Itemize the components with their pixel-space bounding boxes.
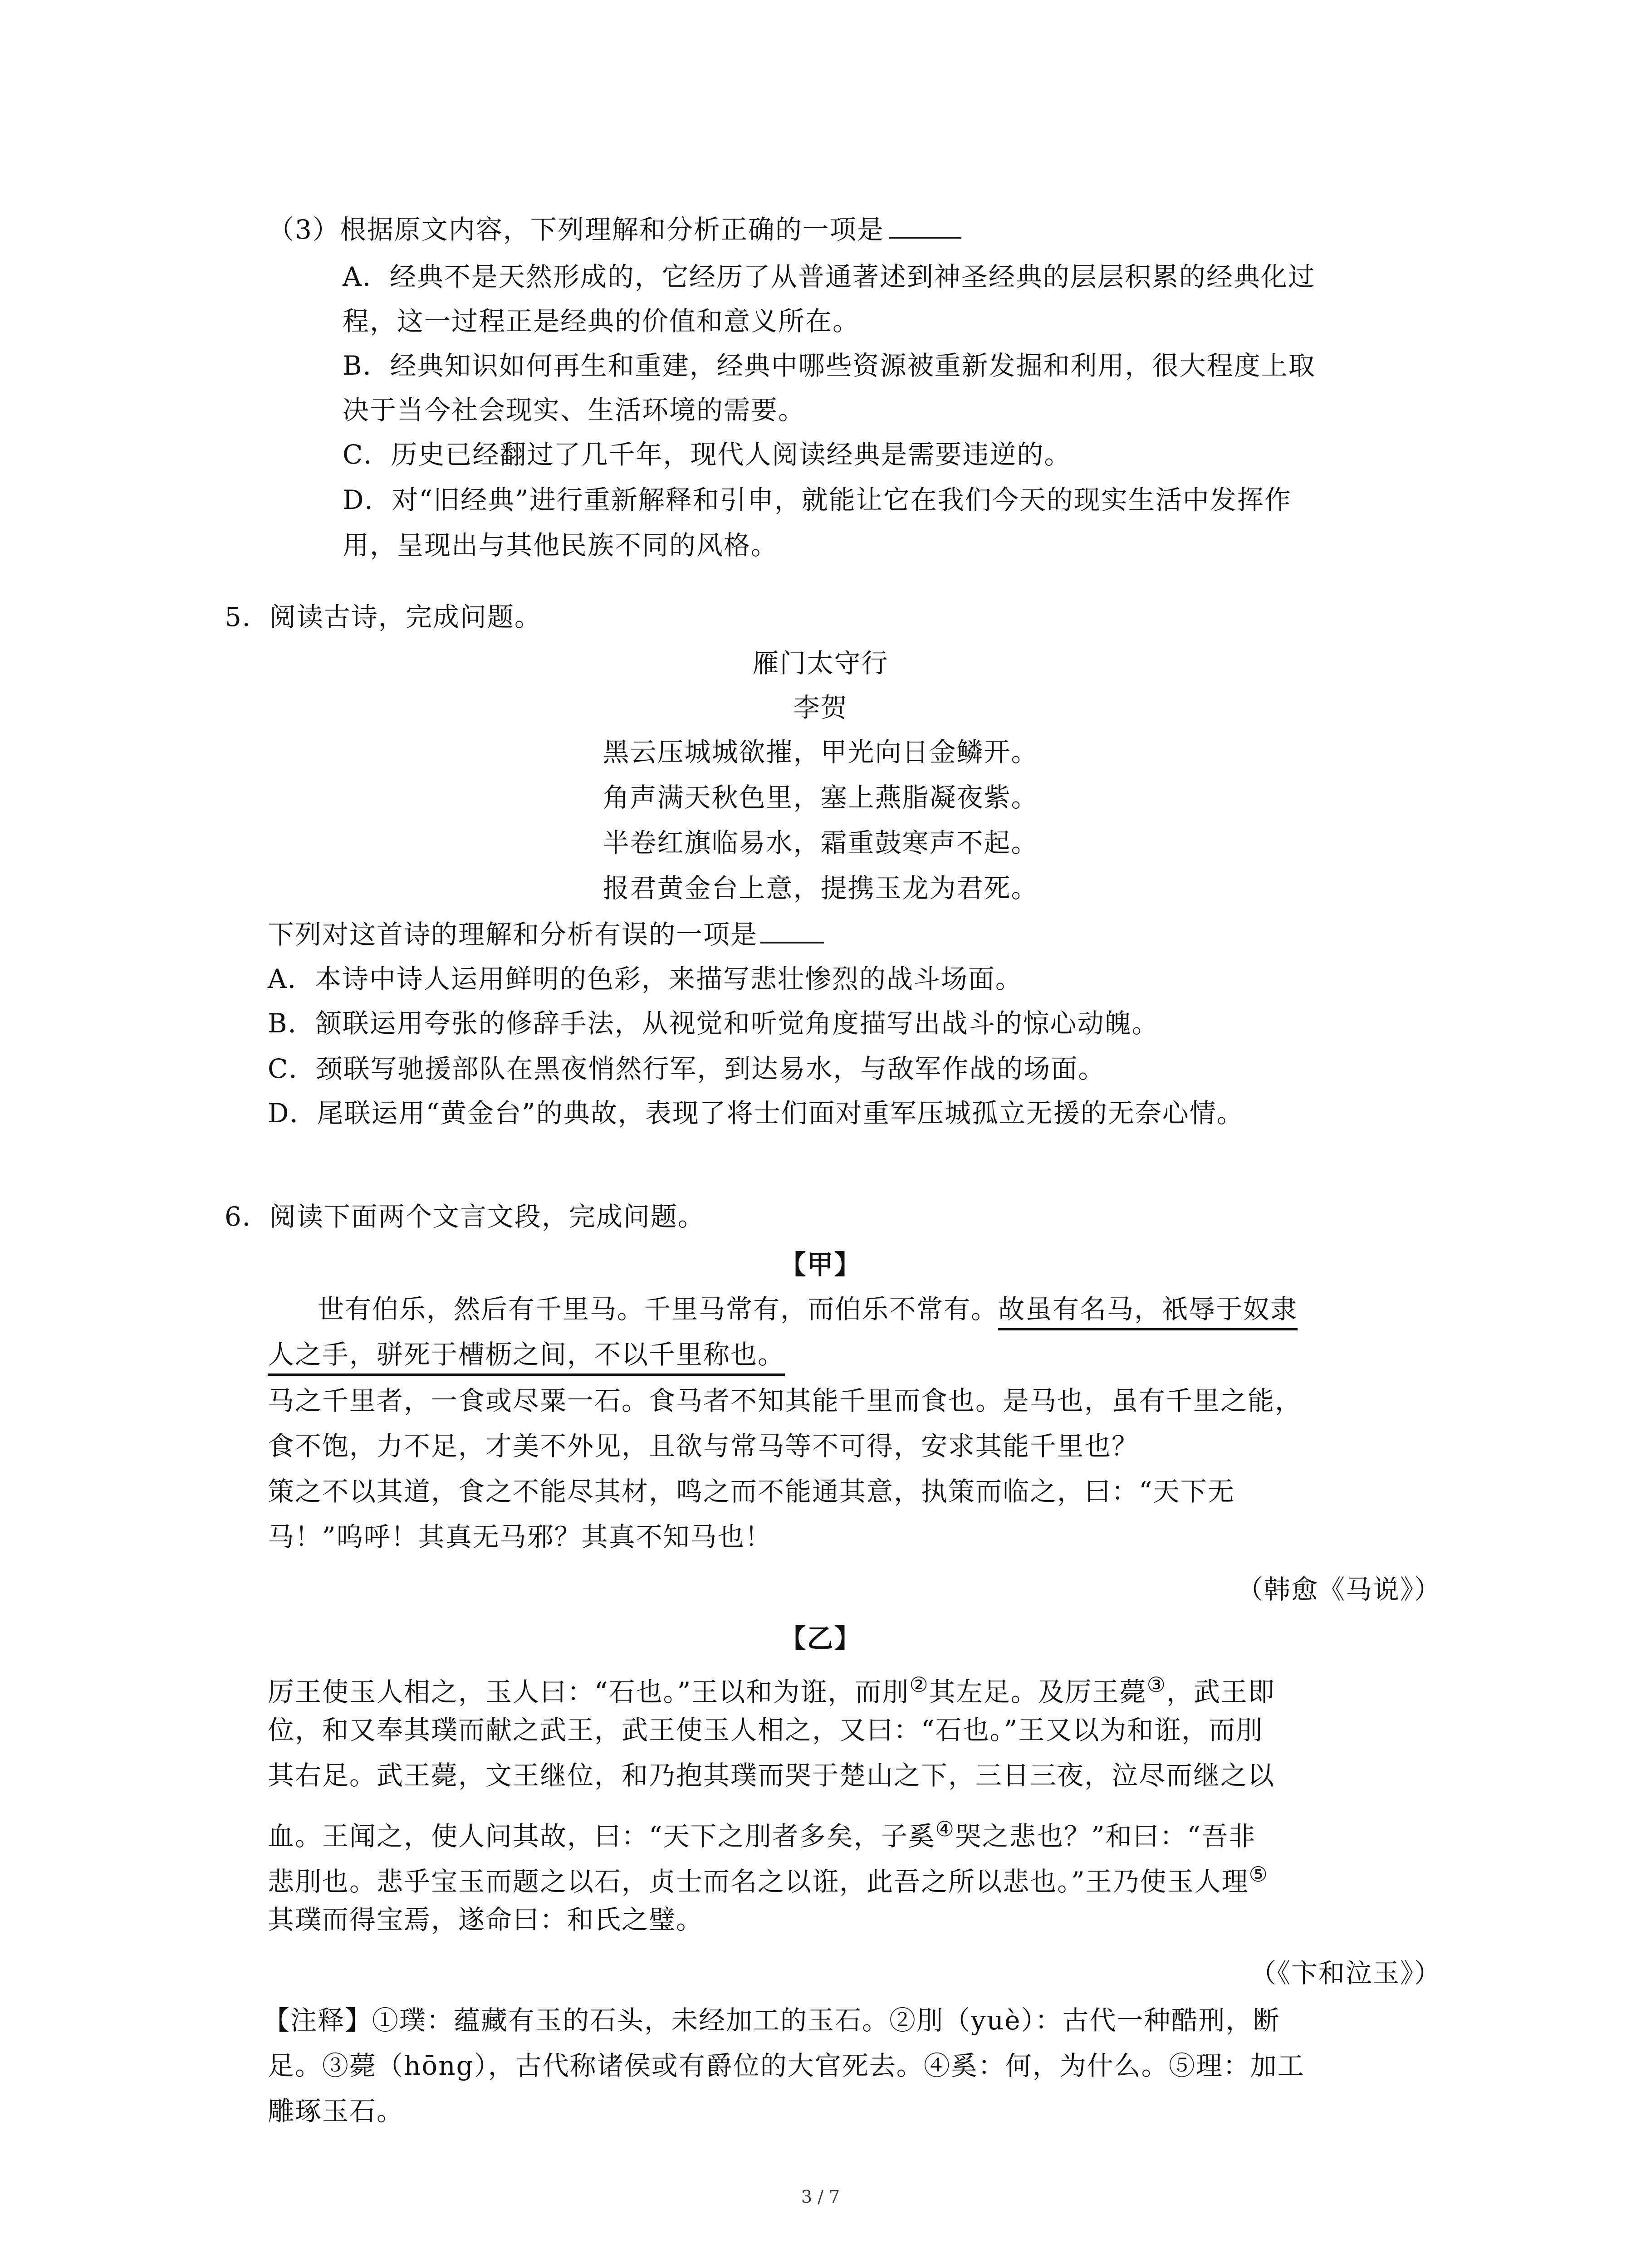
q5-option-a: A．本诗中诗人运用鲜明的色彩，来描写悲壮惨烈的战斗场面。 (268, 963, 1023, 994)
passage-jia-line6: 马！”呜呼！其真无马邪？其真不知马也！ (268, 1521, 772, 1552)
passage-jia-line1 (318, 1290, 1298, 1328)
q3-option-b-line2: 决于当今社会现实、生活环境的需要。 (343, 395, 806, 425)
passage-yi-line1 (268, 1666, 1275, 1711)
q5-question-text: 下列对这首诗的理解和分析有误的一项是 (268, 919, 758, 950)
passage-yi-line5-text: 悲刖也。悲乎宝玉而题之以石，贞士而名之以诳，此吾之所以悲也。”王乃使玉人理 (268, 1866, 1249, 1897)
passage-yi-source: （《卞和泣玉》） (1249, 1958, 1441, 1989)
q3-option-d-line2: 用，呈现出与其他民族不同的风格。 (343, 530, 779, 561)
q5-option-d: D．尾联运用“黄金台”的典故，表现了将士们面对重军压城孤立无援的无奈心情。 (268, 1098, 1244, 1129)
q3-stem (268, 210, 961, 249)
q3-option-a-line2: 程，这一过程正是经典的价值和意义所在。 (343, 306, 860, 337)
underlined-sentence-part2: 人之手，骈死于槽枥之间，不以千里称也。 (268, 1339, 785, 1376)
passage-jia-line4: 食不饱，力不足，才美不外见，且欲与常马等不可得，安求其能千里也？ (268, 1431, 1139, 1461)
poem-line-2: 角声满天秋色里，塞上燕脂凝夜紫。 (603, 782, 1038, 813)
footnote-marker-4: ④ (935, 1817, 955, 1841)
answer-blank (760, 914, 824, 943)
passage-yi-heading: 【乙】 (779, 1623, 862, 1654)
passage-yi-line6: 其璞而得宝焉，遂命曰：和氏之璧。 (268, 1904, 704, 1935)
q3-stem-text: （3）根据原文内容，下列理解和分析正确的一项是 (268, 214, 884, 245)
notes-line2: 足。③薨（hōng），古代称诸侯或有爵位的大官死去。④奚：何，为什么。⑤理：加工 (268, 2050, 1305, 2081)
passage-jia-line1-plain: 世有伯乐，然后有千里马。千里马常有，而伯乐不常有。 (318, 1294, 999, 1325)
passage-yi-line4-text-b: 哭之悲也？”和曰：“吾非 (955, 1821, 1256, 1852)
poem-line-1: 黑云压城城欲摧，甲光向日金鳞开。 (603, 737, 1038, 767)
q3-option-c: C．历史已经翻过了几千年，现代人阅读经典是需要违逆的。 (343, 439, 1072, 470)
footnote-marker-5: ⑤ (1249, 1862, 1269, 1887)
footnote-marker-3: ③ (1146, 1672, 1166, 1697)
q5-stem: 5．阅读古诗，完成问题。 (225, 601, 542, 632)
passage-yi-line4 (268, 1810, 1256, 1855)
passage-yi-line3: 其右足。武王薨，文王继位，和乃抱其璞而哭于楚山之下，三日三夜，泣尽而继之以 (268, 1760, 1275, 1791)
passage-yi-line1-text-a: 厉王使玉人相之，玉人曰：“石也。”王以和为诳，而刖 (268, 1677, 910, 1707)
passage-yi-line1-text-b: 其左足。及厉王薨 (929, 1677, 1147, 1707)
answer-blank (889, 210, 961, 239)
q6-stem: 6．阅读下面两个文言文段，完成问题。 (225, 1201, 705, 1232)
passage-jia-line5: 策之不以其道，食之不能尽其材，鸣之而不能通其意，执策而临之，曰：“天下无 (268, 1476, 1235, 1507)
poem-title: 雁门太守行 (752, 648, 889, 679)
poem-line-3: 半卷红旗临易水，霜重鼓寒声不起。 (603, 827, 1038, 858)
notes-line3: 雕琢玉石。 (268, 2096, 404, 2126)
notes-line1: 【注释】①璞：蕴藏有玉的石头，未经加工的玉石。②刖（yuè）：古代一种酷刑，断 (263, 2005, 1280, 2036)
q3-option-d-line1: D．对“旧经典”进行重新解释和引申，就能让它在我们今天的现实生活中发挥作 (343, 484, 1292, 515)
underlined-sentence-part1: 故虽有名马，祇辱于奴隶 (998, 1294, 1298, 1330)
passage-jia-source: （韩愈《马说》） (1236, 1574, 1441, 1605)
passage-yi-line5 (268, 1855, 1269, 1901)
q5-question (268, 914, 824, 953)
poem-author: 李贺 (793, 692, 848, 723)
q5-option-b: B．颔联运用夸张的修辞手法，从视觉和听觉角度描写出战斗的惊心动魄。 (268, 1008, 1159, 1039)
passage-yi-line1-text-c: ，武王即 (1166, 1677, 1275, 1707)
q3-option-b-line1: B．经典知识如何再生和重建，经典中哪些资源被重新发掘和利用，很大程度上取 (343, 350, 1316, 381)
passage-yi-line4-text-a: 血。王闻之，使人问其故，曰：“天下之刖者多矣，子奚 (268, 1821, 936, 1852)
passage-yi-line2: 位，和又奉其璞而献之武王，武王使玉人相之，又曰：“石也。”王又以为和诳，而刖 (268, 1715, 1264, 1745)
passage-jia-line3: 马之千里者，一食或尽粟一石。食马者不知其能千里而食也。是马也，虽有千里之能， (268, 1385, 1303, 1416)
passage-jia-heading: 【甲】 (779, 1249, 862, 1280)
q3-option-a-line1: A．经典不是天然形成的，它经历了从普通著述到神圣经典的层层积累的经典化过 (343, 261, 1315, 292)
q5-option-c: C．颈联写驰援部队在黑夜悄然行军，到达易水，与敌军作战的场面。 (268, 1053, 1106, 1084)
passage-jia-line2 (268, 1335, 785, 1374)
footnote-marker-2: ② (909, 1672, 929, 1697)
poem-line-4: 报君黄金台上意，提携玉龙为君死。 (603, 873, 1038, 904)
page-number: 3 / 7 (801, 2187, 840, 2207)
